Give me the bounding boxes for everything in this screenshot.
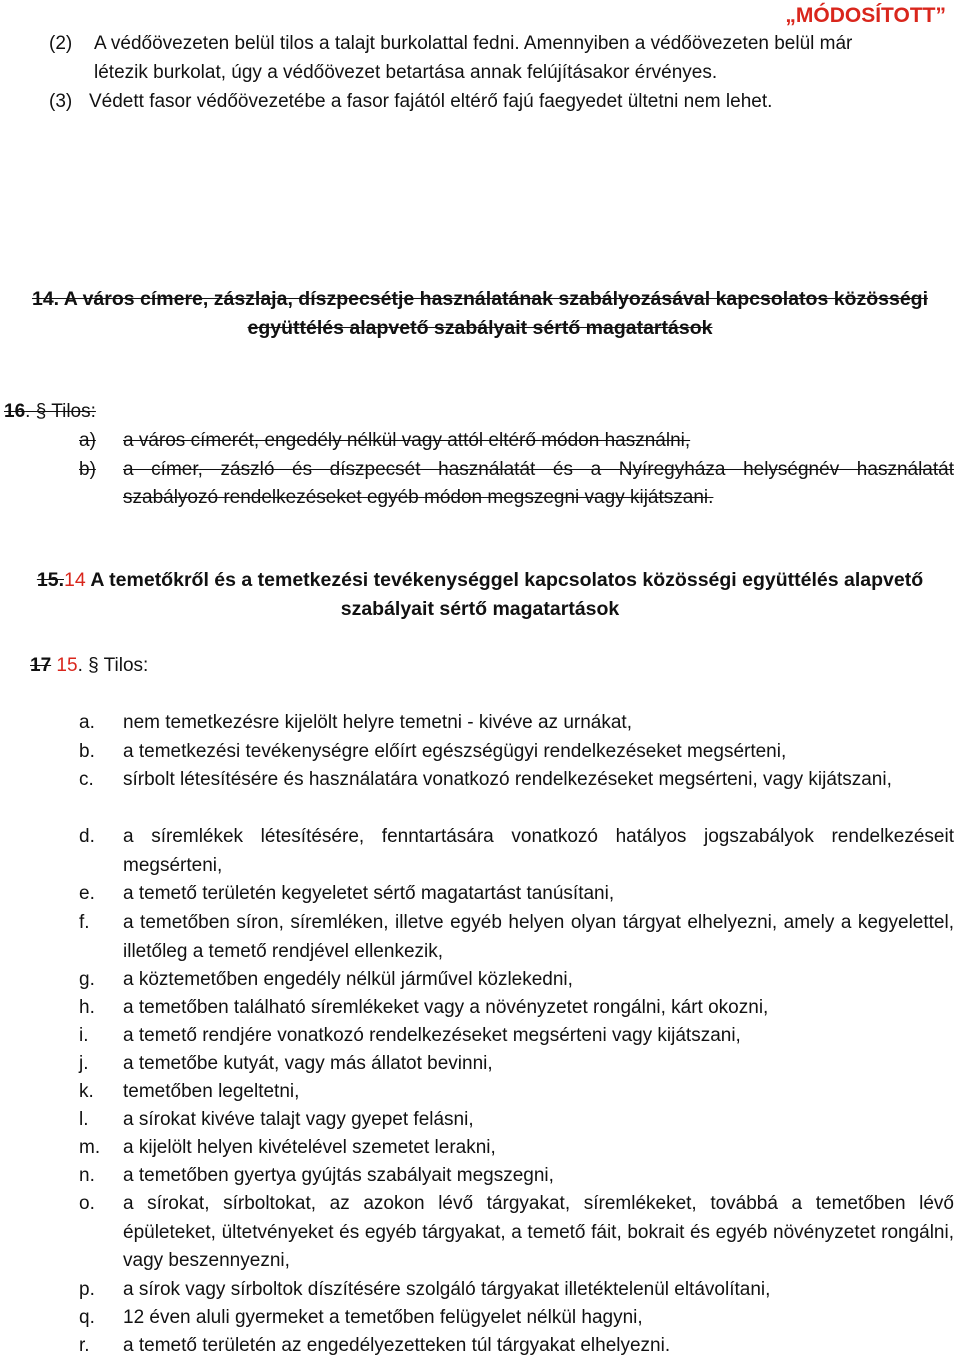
chapter-14-item-a-label: a): [79, 430, 96, 451]
list-item: [0, 1162, 960, 1191]
list-item-label: g.: [79, 969, 95, 990]
list-item-label: l.: [79, 1109, 89, 1130]
list-item: [0, 1332, 960, 1361]
list-item-label: f.: [79, 912, 90, 933]
chapter-14-heading-line-2: együttélés alapvető szabályait sértő magatartások: [247, 317, 713, 339]
list-item-text: a temető rendjére vonatkozó rendelkezéseket megsérteni vagy kijátszani,: [123, 1025, 741, 1046]
paragraph-2-number: (2): [49, 33, 73, 54]
list-item: [0, 709, 960, 738]
list-item: [0, 1276, 960, 1305]
list-item-label: k.: [79, 1081, 94, 1102]
chapter-14-heading-line-1: 14. A város címere, zászlaja, díszpecsétje használatának szabályozásával kapcsolatos közösségi: [31, 288, 928, 310]
list-item-text: a sírokat kivéve talajt vagy gyepet felásni,: [123, 1109, 474, 1130]
paragraph-2-line-2: létezik burkolat, úgy a védőövezet betartása annak felújításakor érvényes.: [94, 62, 718, 83]
chapter-15-heading-text: A temetőkről és a temetkezési tevékenységgel kapcsolatos közösségi együttélés alapvető: [90, 569, 924, 591]
list-item-label: d.: [79, 826, 95, 847]
list-item-label: m.: [79, 1137, 101, 1158]
list-item-text: a köztemetőben engedély nélkül járművel közlekedni,: [123, 969, 573, 990]
list-item-text: a síremlékek létesítésére, fenntartására vonatkozó hatályos jogszabályok rendelkezéseit megsérteni,: [123, 826, 954, 876]
list-item-label: r.: [79, 1335, 90, 1356]
list-item: [0, 1190, 960, 1276]
section-16-number: 16: [4, 401, 26, 422]
list-item: [0, 880, 960, 909]
list-item-text: a temetőben található síremlékeket vagy a növényzetet rongálni, kárt okozni,: [123, 997, 769, 1018]
chapter-14-item-a-text: a város címerét, engedély nélkül vagy attól eltérő módon használni,: [123, 430, 691, 451]
chapter-15-old-number: 15.: [36, 569, 64, 591]
paragraph-3-number: (3): [49, 91, 73, 112]
list-item: [0, 909, 960, 966]
list-item-label: p.: [79, 1279, 95, 1300]
list-item: [0, 1078, 960, 1107]
section-17-old-number: 17: [30, 655, 52, 676]
list-item-label: h.: [79, 997, 95, 1018]
list-item-label: a.: [79, 712, 95, 733]
list-item-text: a temetkezési tevékenységre előírt egészségügyi rendelkezéseket megsérteni,: [123, 741, 787, 762]
list-item-text: nem temetkezésre kijelölt helyre temetni - kivéve az urnákat,: [123, 712, 632, 733]
list-item-label: b.: [79, 741, 95, 762]
list-item-text: a kijelölt helyen kivételével szemetet lerakni,: [123, 1137, 496, 1158]
chapter-15-new-number: 14: [63, 569, 86, 591]
chapter-15-heading-line-1: [0, 569, 960, 592]
list-item-label: c.: [79, 769, 94, 790]
list-item: [0, 738, 960, 767]
list-item-text: a sírok vagy sírboltok díszítésére szolgáló tárgyakat illetéktelenül eltávolítani,: [123, 1279, 771, 1300]
list-item-text: a temető területén az engedélyezetteken túl tárgyakat elhelyezni.: [123, 1335, 671, 1356]
chapter-14-item-b-text-line-1: a címer, zászló és díszpecsét használatát és a Nyíregyháza helységnév használatát: [123, 459, 954, 480]
list-item: [0, 994, 960, 1023]
list-item-text: a temetőbe kutyát, vagy más állatot bevinni,: [123, 1053, 493, 1074]
chapter-15-heading-line-2: szabályait sértő magatartások: [340, 598, 620, 620]
list-item: [0, 1304, 960, 1333]
list-item-text: sírbolt létesítésére és használatára vonatkozó rendelkezéseket megsérteni, vagy kijátszani,: [123, 769, 892, 790]
section-15-new-number: 15: [56, 655, 78, 676]
section-15-label: . § Tilos:: [77, 655, 149, 676]
paragraph-3-line-1: Védett fasor védőövezetébe a fasor fajától eltérő fajú faegyedet ültetni nem lehet.: [89, 91, 773, 112]
list-item-text: 12 éven aluli gyermeket a temetőben felügyelet nélkül hagyni,: [123, 1307, 643, 1328]
list-item: [0, 766, 960, 823]
chapter-14-item-b-text-line-2: szabályozó rendelkezéseket egyéb módon megszegni vagy kijátszani.: [123, 487, 714, 508]
list-item: [0, 1134, 960, 1163]
list-item: [0, 823, 960, 880]
list-item-text: temetőben legeltetni,: [123, 1081, 300, 1102]
chapter-14-item-b-label: b): [79, 459, 96, 480]
list-item-label: q.: [79, 1307, 95, 1328]
section-16-label: . § Tilos:: [25, 401, 96, 422]
list-item-text: a temetőben gyertya gyújtás szabályait megszegni,: [123, 1165, 554, 1186]
list-item-text: a sírokat, sírboltokat, az azokon lévő tárgyakat, síremlékeket, továbbá a temetőben lévő épületeket, ültetvényeket és egyéb tárgyakat, a temető fáit, bokrait és egyéb növényzetet rongálni, vagy beszennyezni,: [123, 1193, 954, 1271]
list-item: [0, 1022, 960, 1051]
list-item-label: j.: [79, 1053, 89, 1074]
list-item-text: a temető területén kegyeletet sértő magatartást tanúsítani,: [123, 883, 615, 904]
list-item-text: a temetőben síron, síremléken, illetve egyéb helyen olyan tárgyat elhelyezni, amely a kegyelettel, illetőleg a temető rendjével ellenkezik,: [123, 912, 954, 962]
section-17-title: [30, 655, 148, 677]
list-item: [0, 1050, 960, 1079]
list-item-label: e.: [79, 883, 95, 904]
list-item-label: i.: [79, 1025, 89, 1046]
list-item-label: n.: [79, 1165, 95, 1186]
modified-stamp: „MÓDOSÍTOTT”: [785, 4, 946, 27]
list-item: [0, 1106, 960, 1135]
paragraph-2-line-1: A védőövezeten belül tilos a talajt burkolattal fedni. Amennyiben a védőövezeten belül már: [94, 33, 853, 54]
section-16-title: [4, 401, 96, 423]
list-item-label: o.: [79, 1193, 95, 1214]
list-item: [0, 966, 960, 995]
